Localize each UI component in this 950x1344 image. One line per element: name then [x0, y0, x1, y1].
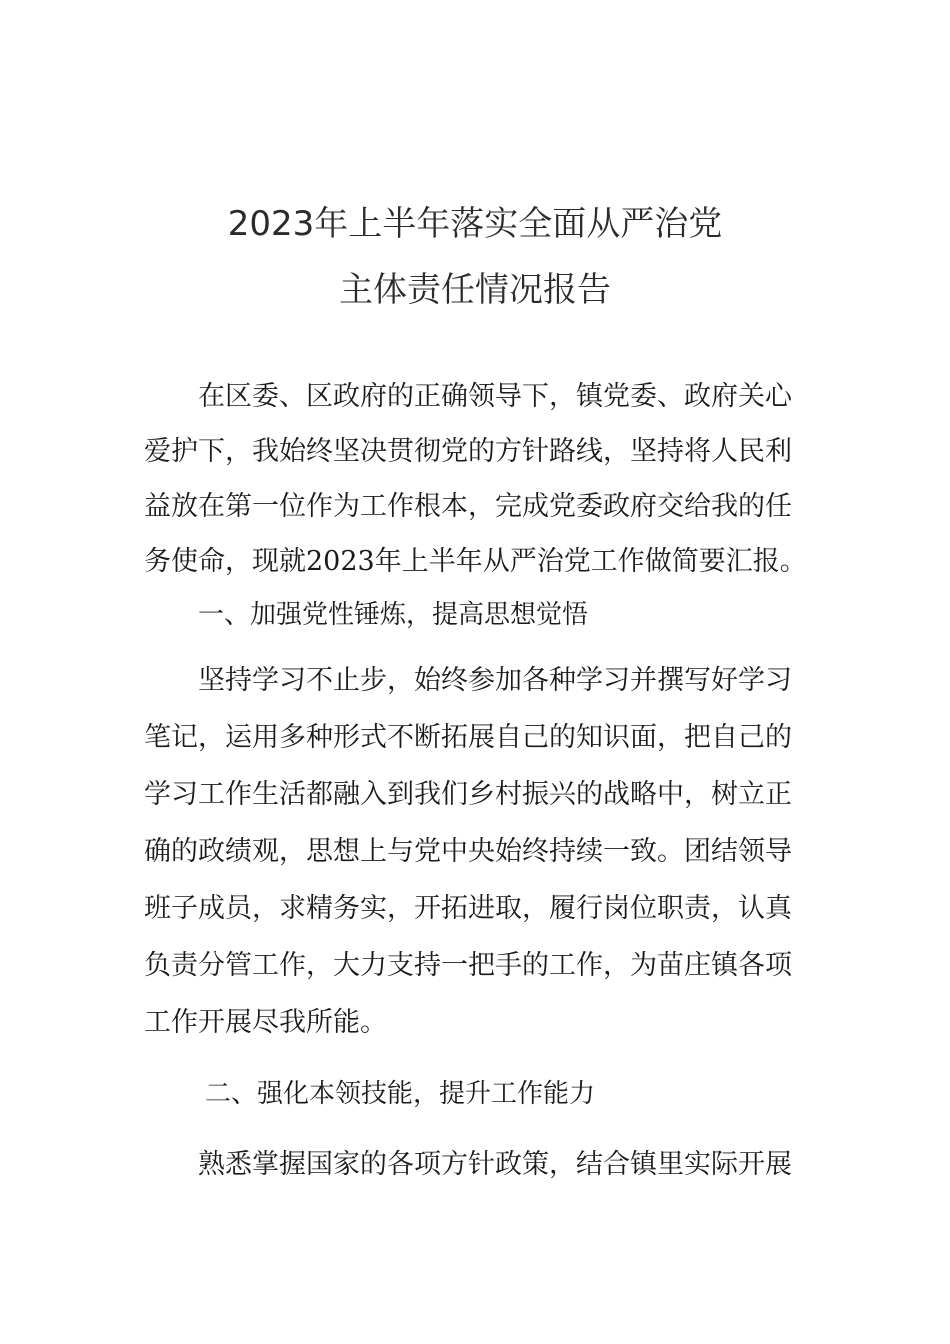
- section-2-heading: 二、强化本领技能，提升工作能力: [205, 1079, 596, 1109]
- section-2-line-1: 熟悉掌握国家的各项方针政策，结合镇里实际开展: [198, 1149, 792, 1180]
- document-title-line-1: 2023年上半年落实全面从严治党: [227, 204, 723, 244]
- intro-line-2: 爱护下，我始终坚决贯彻党的方针路线，坚持将人民利: [144, 436, 792, 467]
- section-1-line-5: 班子成员，求精务实，开拓进取，履行岗位职责，认真: [144, 893, 792, 924]
- intro-line-4-part-2: 年上半年从严治党工作做简要汇报。: [374, 546, 807, 577]
- section-1-line-3: 学习工作生活都融入到我们乡村振兴的战略中，树立正: [144, 779, 792, 810]
- section-1-line-6: 负责分管工作，大力支持一把手的工作，为苗庄镇各项: [144, 950, 792, 981]
- intro-line-3: 益放在第一位作为工作根本，完成党委政府交给我的任: [144, 491, 792, 522]
- section-1-line-7: 工作开展尽我所能。: [144, 1007, 387, 1038]
- section-1-line-1: 坚持学习不止步，始终参加各种学习并撰写好学习: [198, 665, 792, 696]
- section-1-line-2: 笔记，运用多种形式不断拓展自己的知识面，把自己的: [144, 722, 792, 753]
- intro-line-4: [144, 539, 807, 578]
- intro-line-1: 在区委、区政府的正确领导下，镇党委、政府关心: [198, 381, 792, 412]
- intro-year: 2023: [306, 546, 375, 577]
- document-title-line-2: 主体责任情况报告: [339, 270, 611, 310]
- section-1-heading: 一、加强党性锤炼，提高思想觉悟: [198, 600, 589, 630]
- intro-line-4-part-1: 务使命，现就: [144, 546, 306, 577]
- section-1-line-4: 确的政绩观，思想上与党中央始终持续一致。团结领导: [144, 836, 792, 867]
